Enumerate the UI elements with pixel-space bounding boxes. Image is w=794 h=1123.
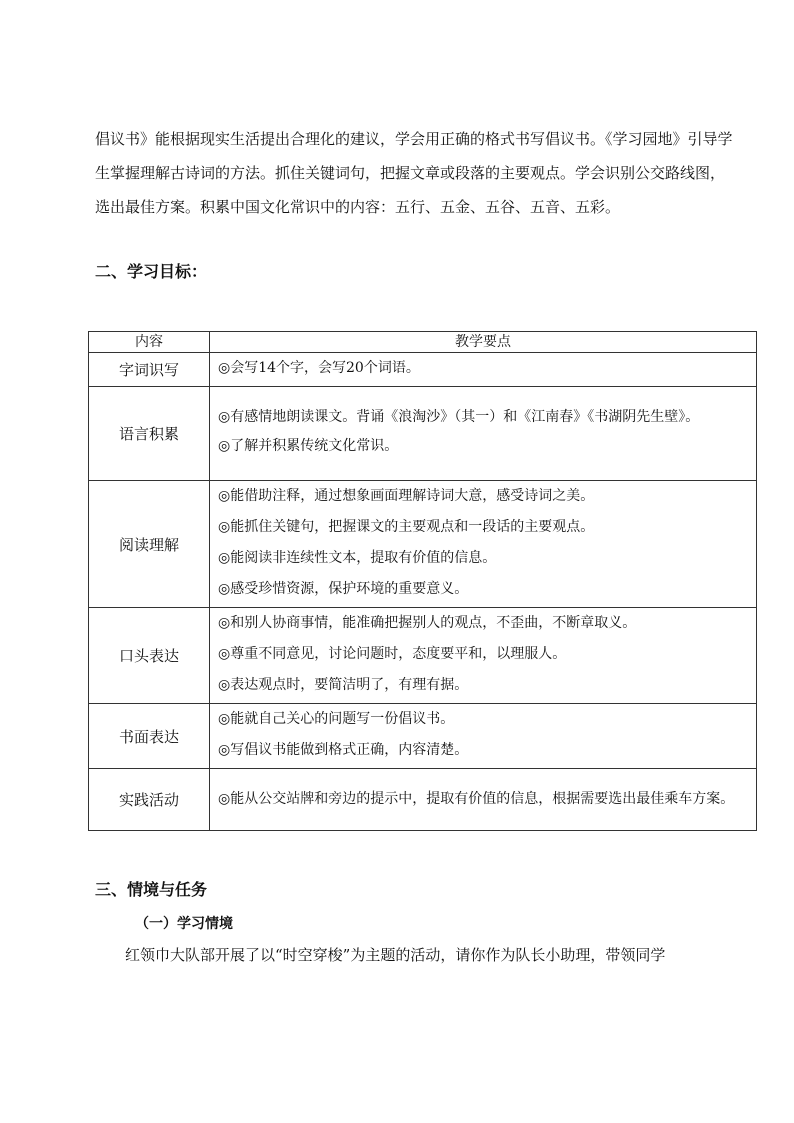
teaching-point: ◎能阅读非连续性文本，提取有价值的信息。: [218, 550, 497, 566]
teaching-point: ◎能抓住关键句，把握课文的主要观点和一段话的主要观点。: [218, 519, 595, 535]
table-row-points: [210, 608, 757, 704]
table-row-category: 书面表达: [89, 704, 210, 769]
teaching-point: ◎了解并积累传统文化常识。: [218, 438, 399, 454]
table-header-row: [89, 332, 757, 353]
table-row-category: 实践活动: [89, 769, 210, 831]
table-row-points: [210, 353, 757, 387]
table-row-points: [210, 481, 757, 608]
table-row-category: 阅读理解: [89, 481, 210, 608]
intro-paragraph: 倡议书》能根据现实生活提出合理化的建议，学会用正确的格式书写倡议书。《学习园地》引导学生掌握理解古诗词的方法。抓住关键词句，把握文章或段落的主要观点。学会识别公交路线图，选出最佳方案。积累中国文化常识中的内容：五行、五金、五谷、五音、五彩。: [95, 130, 733, 216]
table-row-points: [210, 704, 757, 769]
table-header-teaching-points: 教学要点: [210, 332, 757, 353]
table-row-category: 语言积累: [89, 387, 210, 481]
teaching-point: ◎尊重不同意见，讨论问题时，态度要平和，以理服人。: [218, 646, 567, 662]
teaching-point: ◎能从公交站牌和旁边的提示中，提取有价值的信息，根据需要选出最佳乘车方案。: [218, 790, 735, 807]
teaching-point: ◎感受珍惜资源，保护环境的重要意义。: [218, 581, 469, 597]
section-title-learning-goals: 二、学习目标：: [95, 262, 208, 281]
table-row: [89, 481, 757, 608]
teaching-point: ◎能借助注释，通过想象画面理解诗词大意，感受诗词之美。: [218, 488, 595, 504]
table-row-category: 口头表达: [89, 608, 210, 704]
teaching-point: ◎会写14个字，会写20个词语。: [218, 360, 420, 376]
context-paragraph: 红领巾大队部开展了以“时空穿梭”为主题的活动，请你作为队长小助理，带领同学: [125, 946, 666, 964]
teaching-point: ◎和别人协商事情，能准确把握别人的观点，不歪曲，不断章取义。: [218, 615, 637, 631]
table-row-points: [210, 387, 757, 481]
table-row: [89, 704, 757, 769]
table-row-category: 字词识写: [89, 353, 210, 387]
teaching-point: ◎表达观点时，要简洁明了，有理有据。: [218, 677, 469, 693]
table-header-content: 内容: [89, 332, 210, 353]
teaching-point: ◎写倡议书能做到格式正确，内容清楚。: [218, 742, 469, 758]
learning-goals-table: [88, 331, 757, 831]
section-title-context-tasks: 三、情境与任务: [95, 880, 208, 899]
table-row: [89, 353, 757, 387]
table-row: [89, 608, 757, 704]
teaching-point: ◎能就自己关心的问题写一份倡议书。: [218, 711, 455, 727]
table-row: [89, 769, 757, 831]
table-row-points: [210, 769, 757, 831]
table-row: [89, 387, 757, 481]
subsection-title-learning-context: （一）学习情境: [135, 916, 233, 932]
teaching-point: ◎有感情地朗读课文。背诵《浪淘沙》（其一）和《江南春》《书湖阴先生壁》。: [218, 409, 700, 425]
